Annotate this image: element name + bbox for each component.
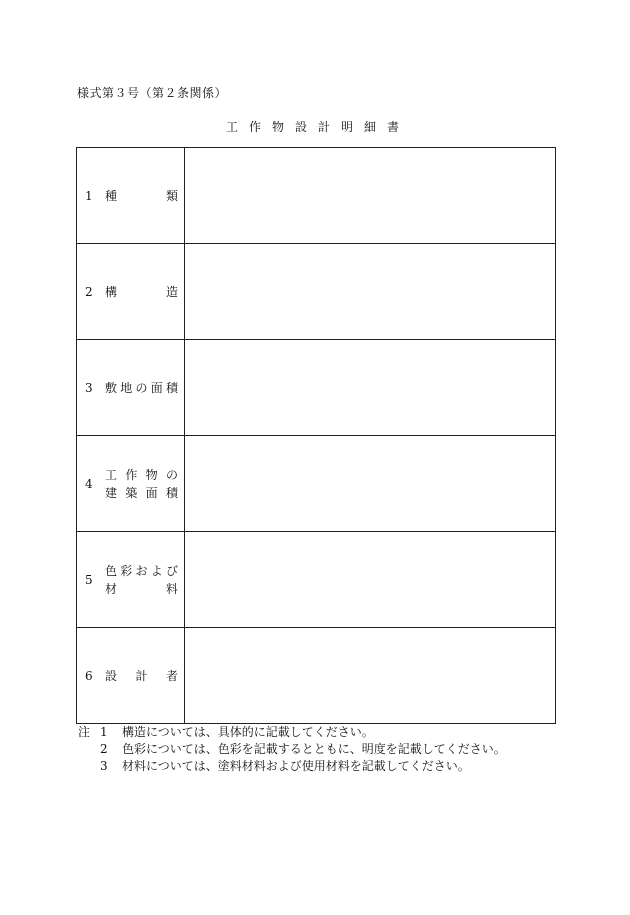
note-number: 1 — [100, 725, 108, 739]
item-label: 構造 — [105, 284, 178, 299]
item-number: 2 — [85, 284, 93, 299]
row-label-cell — [77, 436, 185, 532]
item-label-line-2: 建築面積 — [105, 485, 178, 500]
note-number: 3 — [100, 759, 108, 773]
entry-field-type[interactable] — [185, 148, 556, 244]
item-number: 3 — [85, 380, 93, 395]
note-prefix: 注 — [78, 725, 91, 739]
notes-section — [78, 724, 506, 775]
row-label-cell — [77, 628, 185, 724]
row-label-cell — [77, 148, 185, 244]
entry-field-structure[interactable] — [185, 244, 556, 340]
table-row — [77, 148, 556, 244]
item-number: 1 — [85, 188, 93, 203]
note-text: 色彩については、色彩を記載するとともに、明度を記載してください。 — [122, 742, 506, 756]
entry-field-color-material[interactable] — [185, 532, 556, 628]
note-text: 構造については、具体的に記載してください。 — [122, 725, 374, 739]
note-text: 材料については、塗料材料および使用材料を記載してください。 — [122, 759, 470, 773]
item-label: 設計者 — [105, 668, 178, 683]
item-number: 4 — [85, 476, 93, 491]
table-row — [77, 532, 556, 628]
table-row — [77, 340, 556, 436]
note-item — [78, 758, 506, 775]
row-label-cell — [77, 340, 185, 436]
document-title: 工作物設計明細書 — [225, 120, 410, 134]
entry-field-designer[interactable] — [185, 628, 556, 724]
item-label-line-1: 色彩および — [105, 563, 178, 578]
item-label-line-2: 材料 — [105, 581, 178, 596]
entry-field-building-area[interactable] — [185, 436, 556, 532]
note-item — [78, 724, 506, 741]
table-row — [77, 628, 556, 724]
specification-table — [76, 147, 556, 724]
note-number: 2 — [100, 742, 108, 756]
item-number: 5 — [85, 572, 93, 587]
row-label-cell — [77, 532, 185, 628]
item-label-line-1: 工作物の — [105, 467, 178, 482]
item-label: 敷地の面積 — [105, 380, 178, 395]
row-label-cell — [77, 244, 185, 340]
entry-field-site-area[interactable] — [185, 340, 556, 436]
item-number: 6 — [85, 668, 93, 683]
table-row — [77, 436, 556, 532]
item-label: 種類 — [105, 188, 178, 203]
table-row — [77, 244, 556, 340]
note-item — [78, 741, 506, 758]
form-number: 様式第３号（第２条関係） — [77, 86, 228, 100]
